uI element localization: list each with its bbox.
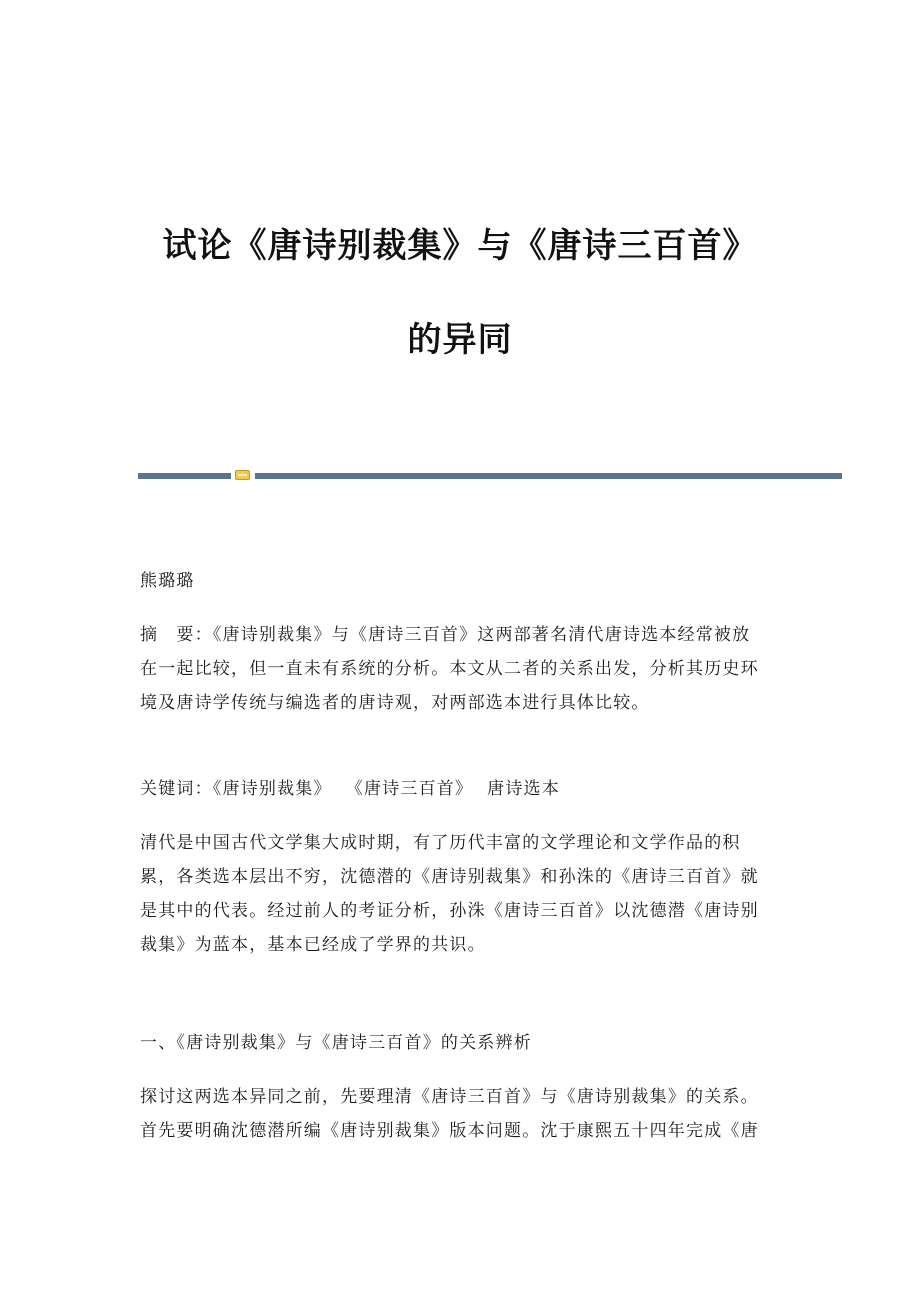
keywords xyxy=(140,772,780,806)
paragraph-line: 裁集》为蓝本，基本已经成了学界的共识。 xyxy=(140,935,486,955)
abstract-label: 摘 要： xyxy=(140,625,213,645)
section-heading-1: 一、《唐诗别裁集》与《唐诗三百首》的关系辨析 xyxy=(140,1033,532,1053)
paragraph-line: 是其中的代表。经过前人的考证分析，孙洙《唐诗三百首》以沈德潜《唐诗别 xyxy=(140,901,759,921)
document-title-line-2: 的异同 xyxy=(407,320,513,360)
paragraph-line: 清代是中国古代文学集大成时期，有了历代丰富的文学理论和文学作品的积 xyxy=(140,833,741,853)
paragraph-line: 累，各类选本层出不穷，沈德潜的《唐诗别裁集》和孙洙的《唐诗三百首》就 xyxy=(140,867,759,887)
divider-bar-left xyxy=(138,473,231,479)
author-name: 熊璐璐 xyxy=(140,571,195,591)
keyword-item: 唐诗选本 xyxy=(487,779,560,799)
abstract-line-3: 境及唐诗学传统与编选者的唐诗观，对两部选本进行具体比较。 xyxy=(140,693,650,713)
abstract xyxy=(140,618,780,720)
document-title-line-1: 试论《唐诗别裁集》与《唐诗三百首》 xyxy=(162,226,758,266)
paragraph-line: 探讨这两选本异同之前，先要理清《唐诗三百首》与《唐诗别裁集》的关系。 xyxy=(140,1087,759,1107)
body-paragraph-1 xyxy=(140,826,780,962)
abstract-line-1 xyxy=(140,618,780,652)
keyword-item: 《唐诗三百首》 xyxy=(345,779,474,799)
divider-bar-right xyxy=(255,473,842,479)
keywords-label: 关键词： xyxy=(140,779,213,799)
divider-ornament-icon xyxy=(235,470,250,480)
abstract-text: 《唐诗别裁集》与《唐诗三百首》这两部著名清代唐诗选本经常被放 xyxy=(212,625,751,645)
keyword-item: 《唐诗别裁集》 xyxy=(212,779,332,799)
body-paragraph-2 xyxy=(140,1080,780,1148)
title-divider xyxy=(138,470,842,480)
paragraph-line: 首先要明确沈德潜所编《唐诗别裁集》版本问题。沈于康熙五十四年完成《唐 xyxy=(140,1121,759,1141)
abstract-line-2: 在一起比较，但一直未有系统的分析。本文从二者的关系出发，分析其历史环 xyxy=(140,659,759,679)
